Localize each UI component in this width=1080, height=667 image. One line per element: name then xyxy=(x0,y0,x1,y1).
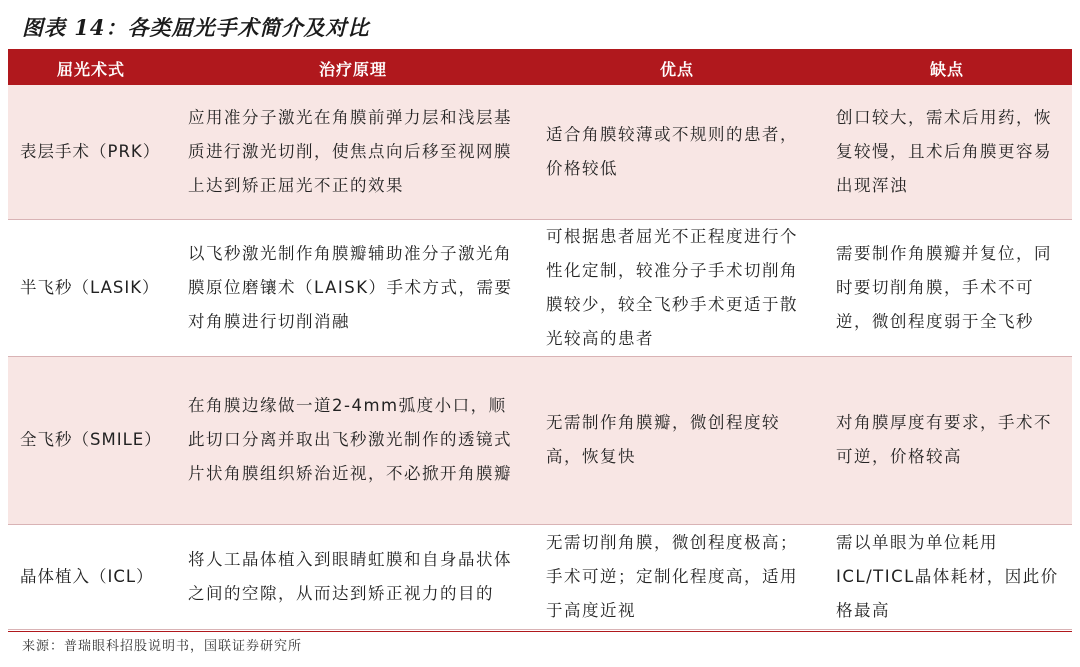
principle-cell: 将人工晶体植入到眼睛虹膜和自身晶状体之间的空隙，从而达到矫正视力的目的 xyxy=(174,524,532,629)
header-cell: 屈光术式 xyxy=(8,51,174,85)
pros-cell: 无需切削角膜，微创程度极高；手术可逆；定制化程度高，适用于高度近视 xyxy=(532,524,822,629)
table-row xyxy=(8,85,1072,219)
procedure-name: 表层手术（PRK） xyxy=(8,85,174,219)
table-row xyxy=(8,356,1072,524)
pros-cell: 无需制作角膜瓣，微创程度较高，恢复快 xyxy=(532,356,822,524)
header-cell: 缺点 xyxy=(822,51,1072,85)
principle-cell: 以飞秒激光制作角膜瓣辅助准分子激光角膜原位磨镶术（LAISK）手术方式，需要对角膜进行切削消融 xyxy=(174,219,532,356)
pros-cell: 可根据患者屈光不正程度进行个性化定制，较准分子手术切削角膜较少，较全飞秒手术更适于散光较高的患者 xyxy=(532,219,822,356)
principle-cell: 在角膜边缘做一道2-4mm弧度小口，顺此切口分离并取出飞秒激光制作的透镜式片状角膜组织矫治近视，不必掀开角膜瓣 xyxy=(174,356,532,524)
header-cell: 优点 xyxy=(532,51,822,85)
cons-cell: 对角膜厚度有要求，手术不可逆，价格较高 xyxy=(822,356,1072,524)
procedure-name: 半飞秒（LASIK） xyxy=(8,219,174,356)
table-bottom-divider xyxy=(8,631,1072,632)
header-cell: 治疗原理 xyxy=(174,51,532,85)
cons-cell: 创口较大，需术后用药，恢复较慢，且术后角膜更容易出现浑浊 xyxy=(822,85,1072,219)
cons-cell: 需以单眼为单位耗用ICL/TICL晶体耗材，因此价格最高 xyxy=(822,524,1072,629)
comparison-table xyxy=(8,51,1072,630)
procedure-name: 全飞秒（SMILE） xyxy=(8,356,174,524)
cons-cell: 需要制作角膜瓣并复位，同时要切削角膜，手术不可逆，微创程度弱于全飞秒 xyxy=(822,219,1072,356)
figure-title: 图表 14：各类屈光手术简介及对比 xyxy=(22,15,370,40)
principle-cell: 应用准分子激光在角膜前弹力层和浅层基质进行激光切削，使焦点向后移至视网膜上达到矫正屈光不正的效果 xyxy=(174,85,532,219)
procedure-name: 晶体植入（ICL） xyxy=(8,524,174,629)
table-header-row xyxy=(8,51,1072,85)
pros-cell: 适合角膜较薄或不规则的患者，价格较低 xyxy=(532,85,822,219)
source-note: 来源：普瑞眼科招股说明书，国联证券研究所 xyxy=(22,639,303,654)
table-row xyxy=(8,524,1072,629)
table-row xyxy=(8,219,1072,356)
